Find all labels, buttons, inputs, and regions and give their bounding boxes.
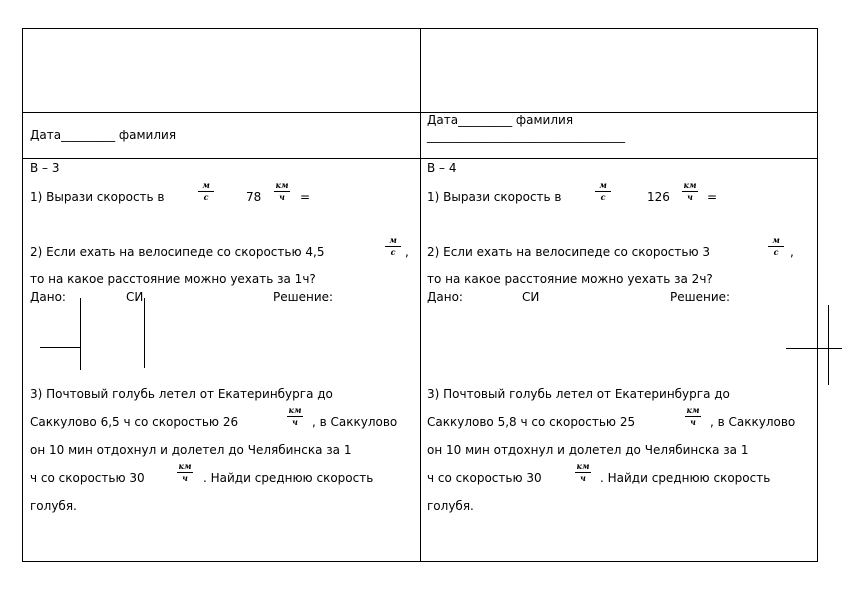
unit-km-per-h: км ч [576,461,590,483]
date-name-line: Дата_________ фамилия [427,113,574,127]
solution-label: Решение: [670,290,731,304]
given-divider [828,305,829,385]
task3-line2-tail: , в Саккулово [710,415,796,429]
task2-comma: , [790,245,794,259]
task1-value: 126 [647,190,670,204]
task3-line2-tail: , в Саккулово [312,415,398,429]
unit-m-per-s: м с [198,181,214,202]
task1-prefix: 1) Вырази скорость в [30,190,165,204]
unit-m-per-s: м с [595,181,611,202]
si-label: СИ [126,290,144,304]
date-name-line: Дата_________ фамилия [30,128,177,142]
task3-line3: он 10 мин отдохнул и долетел до Челябинска за 1 [30,443,352,457]
unit-km-per-h: км ч [288,405,302,427]
unit-km-per-h: км ч [683,180,697,202]
task3-line5: голубя. [30,499,77,513]
task1-equals: = [300,190,311,204]
row-divider-top [22,112,818,113]
si-label: СИ [522,290,540,304]
task1-equals: = [707,190,718,204]
task2-comma: , [405,245,409,259]
name-underline: _________________________________ [427,129,625,143]
task3-line2: Саккулово 6,5 ч со скоростью 26 [30,415,239,429]
given-divider [80,298,81,370]
task1-value: 78 [246,190,262,204]
task3-line1: 3) Почтовый голубь летел от Екатеринбурга до [30,387,333,401]
task3-line1: 3) Почтовый голубь летел от Екатеринбурга до [427,387,730,401]
unit-km-per-h: км ч [686,405,700,427]
task3-line4-tail: . Найди среднюю скорость [203,471,374,485]
unit-m-per-s: м с [385,236,401,257]
given-label: Дано: [427,290,463,304]
task2-line1: 2) Если ехать на велосипеде со скоростью 4,5 [30,245,325,259]
solution-label: Решение: [273,290,334,304]
task3-line5: голубя. [427,499,474,513]
si-divider [144,298,145,368]
task1-prefix: 1) Вырази скорость в [427,190,562,204]
task2-line2: то на какое расстояние можно уехать за 2ч? [427,272,713,286]
task2-line2: то на какое расстояние можно уехать за 1ч? [30,272,316,286]
row-divider-header [22,158,818,159]
given-underline [40,347,80,348]
task3-line4-tail: . Найди среднюю скорость [600,471,771,485]
unit-m-per-s: м с [768,236,784,257]
task3-line2: Саккулово 5,8 ч со скоростью 25 [427,415,636,429]
column-divider [420,28,421,562]
variant-label: В – 4 [427,161,457,175]
given-underline [786,348,842,349]
task2-line1: 2) Если ехать на велосипеде со скоростью 3 [427,245,711,259]
unit-km-per-h: км ч [178,461,192,483]
given-label: Дано: [30,290,66,304]
unit-km-per-h: км ч [275,180,289,202]
variant-label: В – 3 [30,161,60,175]
task3-line4: ч со скоростью 30 [427,471,542,485]
task3-line4: ч со скоростью 30 [30,471,145,485]
task3-line3: он 10 мин отдохнул и долетел до Челябинска за 1 [427,443,749,457]
